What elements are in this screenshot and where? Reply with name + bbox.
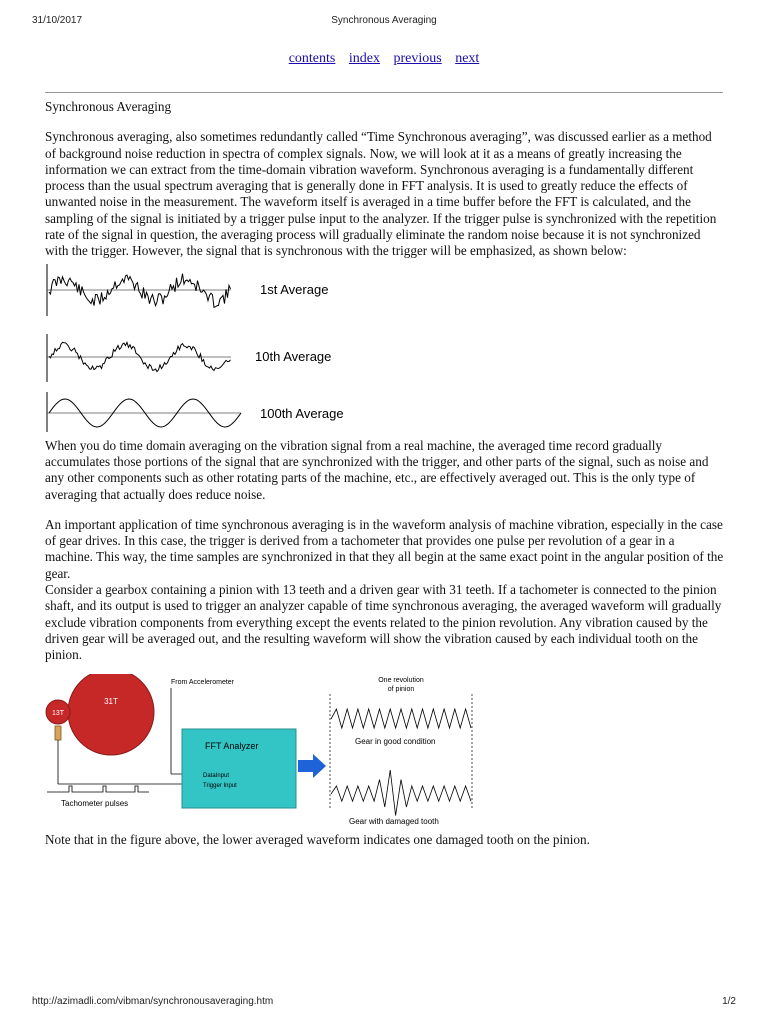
tachometer-sensor-icon <box>55 726 61 740</box>
horizontal-rule <box>45 92 723 93</box>
driven-gear-icon <box>68 674 154 755</box>
label-100th-average: 100th Average <box>260 405 344 421</box>
label-10th-average: 10th Average <box>255 348 332 364</box>
averaging-waveforms-figure <box>45 264 385 436</box>
paragraph-figure-note: Note that in the figure above, the lower averaged waveform indicates one damaged tooth on the pinion. <box>45 831 590 847</box>
tachometer-pulse-train <box>47 786 149 792</box>
good-condition-label: Gear in good condition <box>355 736 436 746</box>
label-1st-average: 1st Average <box>260 281 329 297</box>
page-heading: Synchronous Averaging <box>45 99 172 114</box>
paragraph-gear-application: An important application of time synchronous averaging is in the waveform analysis of machine vibration, especially in the case of gear drives. In this case, the trigger is derived from a tachometer that provides one pulse per revolution of a gear in a machine. This way, the time samples are synchronized in that they all begin at the same exact point in the angular position of the gear. <box>45 516 724 581</box>
paragraph-intro: Synchronous averaging, also sometimes redundantly called “Time Synchronous averaging”, was discussed earlier as a method of background noise reduction in spectra of complex signals. Now, we will look at it as a means of greatly increasing the information we can extract from the time-domain vibration waveform. Synchronous averaging is a fundamentally different process than the usual spectrum averaging that is generally done in FFT analysis. It is used to greatly reduce the effects of unwanted noise in the measurement. The waveform itself is averaged in a time buffer before the FFT is calculated, and the sampling of the signal is initiated by a trigger pulse input to the analyzer. If the trigger pulse is synchronized with the repetition rate of the signal in question, the averaging process will gradually eliminate the random noise because it is not synchronized with the trigger. However, the signal that is synchronous with the trigger will be emphasized, as shown below: <box>45 129 717 259</box>
print-footer <box>32 996 736 1010</box>
paragraph-gearbox-example: Consider a gearbox containing a pinion with 13 teeth and a driven gear with 31 teeth. If a tachometer is connected to the pinion shaft, and its output is used to trigger an analyzer capable of time synchronous averaging, the averaged waveform will gradually exclude vibration components from everything except the events related to the pinion revolution. Any vibration caused by the driven gear will be averaged out, and the resulting waveform will show the vibration caused by each individual tooth on the pinion. <box>45 582 722 663</box>
page-number: 1/2 <box>722 996 736 1007</box>
of-pinion-label: of pinion <box>387 685 415 693</box>
damaged-tooth-label: Gear with damaged tooth <box>349 816 439 826</box>
print-date: 31/10/2017 <box>32 15 83 26</box>
article <box>45 99 725 848</box>
gear-tachometer-figure <box>45 674 555 826</box>
nav-previous-link[interactable]: previous <box>393 51 442 66</box>
damaged-gear-waveform <box>331 770 471 816</box>
print-url: http://azimadli.com/vibman/synchronousaveraging.htm <box>32 996 274 1007</box>
data-input-label: DataInput <box>203 772 230 779</box>
nav-next-link[interactable]: next <box>455 51 480 66</box>
nav-contents-link[interactable]: contents <box>288 51 336 66</box>
print-title: Synchronous Averaging <box>331 15 437 26</box>
gear-31t-label: 31T <box>104 696 118 706</box>
trigger-input-label: Trigger Input <box>203 782 237 789</box>
output-arrow-icon <box>298 754 326 778</box>
paragraph-noise: When you do time domain averaging on the vibration signal from a real machine, the averaged time record gradually accumulates those portions of the signal that are synchronized with the trigger, and other parts of the signal, such as noise and any other components such as other rotating parts of the machine, etc., are effectively averaged out. This is the only type of averaging that actually does reduce noise. <box>45 437 709 502</box>
good-gear-waveform <box>331 709 471 728</box>
one-revolution-label: One revolution <box>378 676 424 684</box>
print-header <box>32 15 736 29</box>
nav-index-link[interactable]: index <box>348 51 380 66</box>
gear-13t-label: 13T <box>51 709 65 717</box>
from-accelerometer-label: From Accelerometer <box>171 678 235 686</box>
tachometer-pulses-label: Tachometer pulses <box>61 798 129 808</box>
fft-analyzer-label: FFT Analyzer <box>205 740 259 751</box>
nav-bar <box>0 51 768 67</box>
